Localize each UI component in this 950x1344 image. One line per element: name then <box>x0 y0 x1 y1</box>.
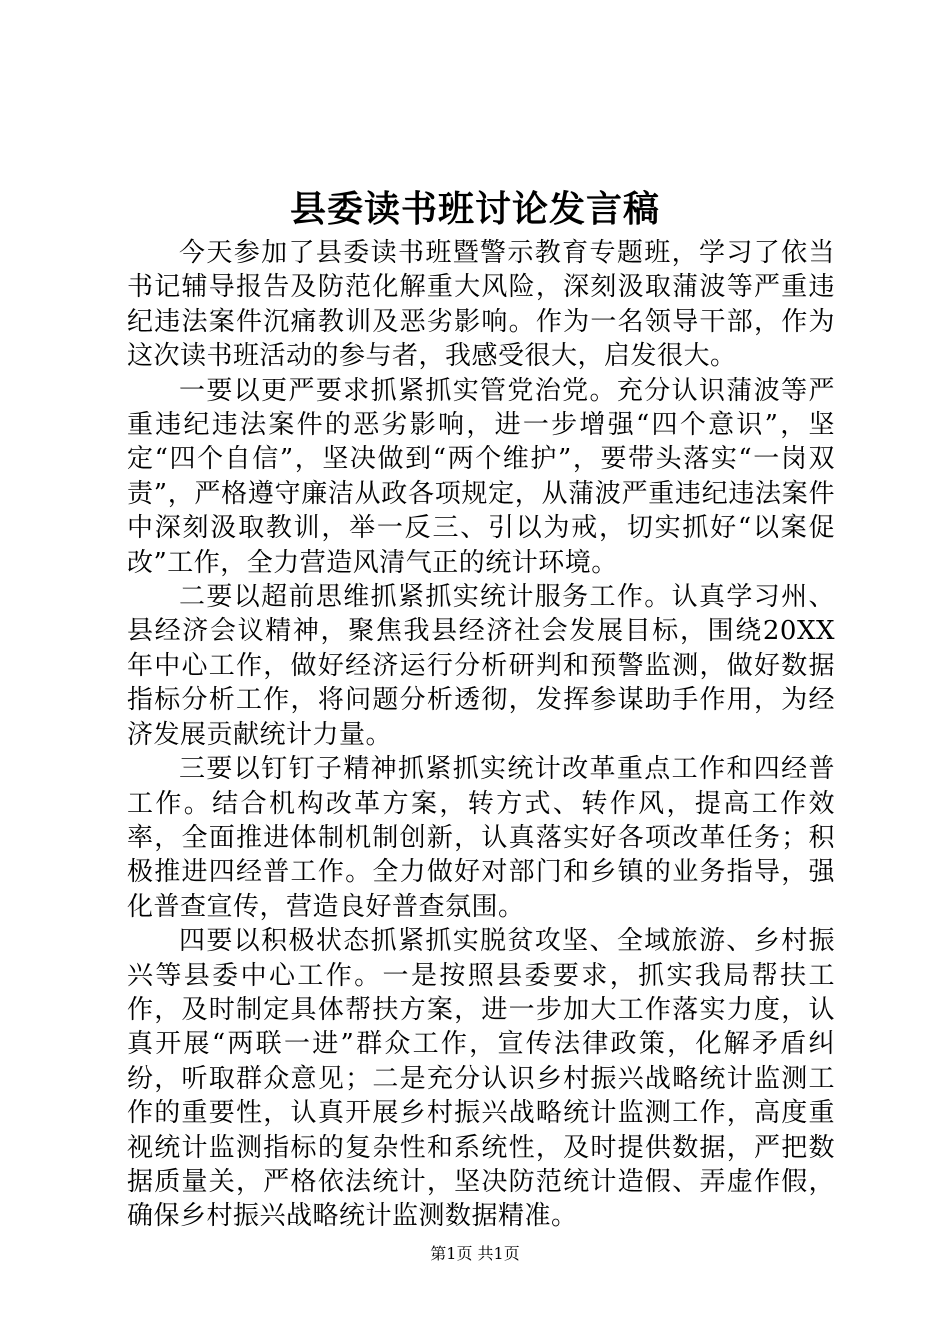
paragraph: 四要以积极状态抓紧抓实脱贫攻坚、全域旅游、乡村振兴等县委中心工作。一是按照县委要求，抓实我局帮扶工作，及时制定具体帮扶方案，进一步加大工作落实力度，认真开展“两联一进”群众工作，宣传法律政策，化解矛盾纠纷，听取群众意见；二是充分认识乡村振兴战略统计监测工作的重要性，认真开展乡村振兴战略统计监测工作，高度重视统计监测指标的复杂性和系统性，及时提供数据，严把数据质量关，严格依法统计，坚决防范统计造假、弄虚作假，确保乡村振兴战略统计监测数据精准。 <box>127 926 835 1232</box>
paragraph: 三要以钉钉子精神抓紧抓实统计改革重点工作和四经普工作。结合机构改革方案，转方式、转作风，提高工作效率，全面推进体制机制创新，认真落实好各项改革任务；积极推进四经普工作。全力做好对部门和乡镇的业务指导，强化普查宣传，营造良好普查氛围。 <box>127 754 835 922</box>
paragraph: 一要以更严要求抓紧抓实管党治党。充分认识蒲波等严重违纪违法案件的恶劣影响，进一步增强“四个意识”，坚定“四个自信”，坚决做到“两个维护”，要带头落实“一岗双责”，严格遵守廉洁从政各项规定，从蒲波严重违纪违法案件中深刻汲取教训，举一反三、引以为戒，切实抓好“以案促改”工作，全力营造风清气正的统计环境。 <box>127 375 835 578</box>
paragraph: 二要以超前思维抓紧抓实统计服务工作。认真学习州、县经济会议精神，聚焦我县经济社会发展目标，围绕20XX年中心工作，做好经济运行分析研判和预警监测，做好数据指标分析工作，将问题分析透彻，发挥参谋助手作用，为经济发展贡献统计力量。 <box>127 582 835 750</box>
page-number-footer: 第1页 共1页 <box>430 1244 520 1263</box>
document-body <box>127 236 835 1234</box>
page-title: 县委读书班讨论发言稿 <box>289 188 660 230</box>
paragraph: 今天参加了县委读书班暨警示教育专题班，学习了依当书记辅导报告及防范化解重大风险，深刻汲取蒲波等严重违纪违法案件沉痛教训及恶劣影响。作为一名领导干部，作为这次读书班活动的参与者，我感受很大，启发很大。 <box>127 238 835 372</box>
